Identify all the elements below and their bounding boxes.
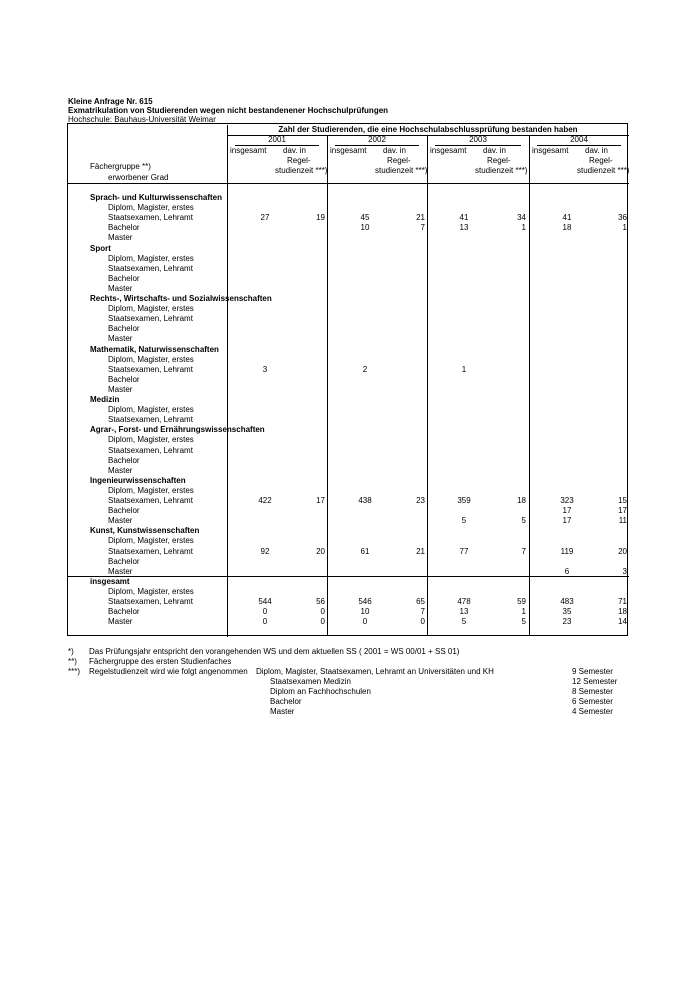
cell-regelstudienzeit: 0: [420, 617, 425, 627]
degree-label: Staatsexamen, Lehramt: [108, 213, 193, 223]
year-separator: [427, 135, 428, 636]
inquiry-number: Kleine Anfrage Nr. 615: [68, 97, 153, 106]
degree-label: Staatsexamen, Lehramt: [108, 314, 193, 324]
cell-regelstudienzeit: 14: [618, 617, 627, 627]
cell-regelstudienzeit: 65: [416, 597, 425, 606]
col-header-regel: dav. in: [283, 146, 306, 155]
total-divider: [68, 576, 629, 577]
col-header-regel: studienzeit ***): [475, 166, 528, 175]
degree-label: Diplom, Magister, erstes: [108, 253, 194, 263]
cell-insgesamt: 41: [562, 213, 572, 223]
degree-label: Bachelor: [108, 607, 140, 617]
cell-insgesamt: 544: [258, 597, 272, 606]
cell-regelstudienzeit: 11: [618, 516, 627, 526]
group-heading: insgesamt: [90, 576, 130, 586]
cell-insgesamt: 35: [562, 607, 572, 617]
degree-label: Diplom, Magister, erstes: [108, 304, 194, 314]
degree-label: Diplom, Magister, erstes: [108, 405, 194, 415]
cell-insgesamt: 45: [360, 213, 370, 223]
regelstudienzeit-semesters: 9 Semester: [572, 667, 613, 676]
regelstudienzeit-degree: Diplom an Fachhochschulen: [270, 687, 371, 696]
cell-insgesamt: 92: [260, 546, 270, 556]
col-header-regel: studienzeit ***): [275, 166, 328, 175]
cell-regelstudienzeit: 0: [320, 607, 325, 617]
cell-insgesamt: 119: [560, 546, 574, 556]
cell-insgesamt: 0: [262, 607, 268, 617]
regelstudienzeit-degree: Staatsexamen Medizin: [270, 677, 351, 686]
row-header-separator: [227, 125, 228, 637]
cell-regelstudienzeit: 21: [416, 213, 425, 223]
degree-label: Master: [108, 516, 133, 526]
degree-label: Diplom, Magister, erstes: [108, 354, 194, 364]
regelstudienzeit-semesters: 4 Semester: [572, 707, 613, 716]
degree-label: Staatsexamen, Lehramt: [108, 496, 193, 505]
cell-regelstudienzeit: 3: [622, 566, 627, 576]
degree-label: Bachelor: [108, 324, 140, 334]
cell-insgesamt: 3: [262, 364, 268, 374]
degree-label: Master: [108, 566, 133, 576]
year-separator: [327, 135, 328, 636]
cell-insgesamt: 1: [461, 364, 467, 374]
cell-regelstudienzeit: 59: [517, 597, 526, 606]
col-header-insgesamt: insgesamt: [230, 146, 267, 155]
degree-label: Staatsexamen, Lehramt: [108, 364, 193, 374]
group-heading: Mathematik, Naturwissenschaften: [90, 344, 219, 354]
cell-regelstudienzeit: 0: [320, 617, 325, 627]
cell-insgesamt: 359: [457, 496, 471, 505]
cell-insgesamt: 6: [564, 566, 570, 576]
cell-insgesamt: 61: [360, 546, 370, 556]
degree-label: Master: [108, 465, 133, 475]
degree-label: Diplom, Magister, erstes: [108, 536, 194, 546]
degree-label: Staatsexamen, Lehramt: [108, 415, 193, 425]
cell-insgesamt: 10: [360, 223, 370, 233]
cell-regelstudienzeit: 71: [618, 597, 627, 606]
year-header-2004: 2004: [570, 135, 588, 144]
cell-regelstudienzeit: 18: [517, 496, 526, 505]
regelstudienzeit-degree: Diplom, Magister, Staatsexamen, Lehramt an Universitäten und KH: [256, 667, 494, 676]
group-heading: Sport: [90, 243, 111, 253]
cell-regelstudienzeit: 7: [420, 223, 425, 233]
col-header-regel: Regel-: [589, 156, 613, 165]
cell-regelstudienzeit: 7: [521, 546, 526, 556]
cell-insgesamt: 483: [560, 597, 574, 606]
cell-regelstudienzeit: 56: [316, 597, 325, 606]
degree-label: Master: [108, 384, 133, 394]
cell-insgesamt: 77: [459, 546, 469, 556]
group-heading: Sprach- und Kulturwissenschaften: [90, 193, 223, 202]
degree-label: Diplom, Magister, erstes: [108, 586, 194, 596]
cell-regelstudienzeit: 19: [316, 213, 325, 223]
cell-regelstudienzeit: 17: [316, 496, 325, 505]
group-heading: Medizin: [90, 395, 120, 404]
cell-insgesamt: 546: [358, 597, 372, 606]
cell-regelstudienzeit: 5: [521, 516, 526, 526]
cell-regelstudienzeit: 5: [521, 617, 526, 627]
degree-label: Diplom, Magister, erstes: [108, 485, 194, 495]
table-caption: Zahl der Studierenden, die eine Hochschulabschlussprüfung bestanden haben: [278, 125, 578, 134]
degree-label: Bachelor: [108, 223, 140, 233]
cell-regelstudienzeit: 34: [517, 213, 526, 223]
cell-regelstudienzeit: 21: [416, 546, 425, 556]
degree-label: Staatsexamen, Lehramt: [108, 546, 193, 556]
regelstudienzeit-degree: Bachelor: [270, 697, 302, 706]
degree-label: Master: [108, 283, 133, 293]
cell-insgesamt: 5: [461, 516, 467, 526]
col-header-regel: Regel-: [287, 156, 311, 165]
col-header-regel: Regel-: [487, 156, 511, 165]
col-header-regel: dav. in: [383, 146, 406, 155]
group-heading: Rechts-, Wirtschafts- und Sozialwissenschaften: [90, 294, 272, 303]
cell-insgesamt: 10: [360, 607, 370, 617]
year-header-2003: 2003: [469, 135, 487, 144]
regelstudienzeit-semesters: 8 Semester: [572, 687, 613, 696]
degree-label: Staatsexamen, Lehramt: [108, 597, 193, 606]
cell-insgesamt: 17: [562, 516, 572, 526]
degree-label: Master: [108, 233, 133, 243]
row-header-faechergruppe: Fächergruppe **): [90, 162, 151, 171]
group-heading: Kunst, Kunstwissenschaften: [90, 526, 200, 536]
cell-insgesamt: 27: [260, 213, 270, 223]
degree-label: Diplom, Magister, erstes: [108, 435, 194, 445]
cell-regelstudienzeit: 1: [622, 223, 627, 233]
cell-insgesamt: 17: [562, 506, 572, 516]
degree-label: Bachelor: [108, 273, 140, 283]
col-header-insgesamt: insgesamt: [330, 146, 367, 155]
cell-insgesamt: 478: [457, 597, 471, 606]
degree-label: Bachelor: [108, 374, 140, 384]
cell-regelstudienzeit: 7: [420, 607, 425, 617]
degree-label: Bachelor: [108, 556, 140, 566]
cell-insgesamt: 422: [258, 496, 272, 505]
cell-insgesamt: 23: [562, 617, 572, 627]
degree-label: Bachelor: [108, 455, 140, 465]
degree-label: Staatsexamen, Lehramt: [108, 263, 193, 273]
degree-label: Diplom, Magister, erstes: [108, 203, 194, 213]
degree-label: Master: [108, 617, 133, 627]
cell-insgesamt: 438: [358, 496, 372, 505]
cell-insgesamt: 2: [362, 364, 368, 374]
footnote-mark: *): [68, 647, 74, 656]
cell-regelstudienzeit: 15: [618, 496, 627, 505]
document-title: Exmatrikulation von Studierenden wegen nicht bestandenener Hochschulprüfungen: [68, 106, 389, 115]
cell-insgesamt: 0: [362, 617, 368, 627]
cell-insgesamt: 18: [562, 223, 572, 233]
cell-regelstudienzeit: 23: [416, 496, 425, 505]
footnote-text: Das Prüfungsjahr entspricht den vorangehenden WS und dem aktuellen SS ( 2001 = WS 00/01 + SS 01): [89, 647, 460, 656]
col-header-regel: studienzeit ***): [375, 166, 428, 175]
footnote-mark: **): [68, 657, 77, 666]
cell-regelstudienzeit: 17: [618, 506, 627, 516]
regelstudienzeit-degree: Master: [270, 707, 295, 716]
footnote-text: Fächergruppe des ersten Studienfaches: [89, 657, 232, 666]
col-header-regel: studienzeit ***): [577, 166, 630, 175]
cell-insgesamt: 5: [461, 617, 467, 627]
col-header-insgesamt: insgesamt: [430, 146, 467, 155]
cell-regelstudienzeit: 36: [618, 213, 627, 223]
footnote-text: Regelstudienzeit wird wie folgt angenommen: [89, 667, 248, 676]
cell-regelstudienzeit: 1: [521, 223, 526, 233]
degree-label: Staatsexamen, Lehramt: [108, 445, 193, 455]
col-header-regel: Regel-: [387, 156, 411, 165]
university-name: Hochschule: Bauhaus-Universität Weimar: [68, 115, 216, 124]
cell-insgesamt: 323: [560, 496, 574, 505]
year-header-2001: 2001: [268, 135, 286, 144]
col-header-regel: dav. in: [483, 146, 506, 155]
cell-regelstudienzeit: 1: [521, 607, 526, 617]
regelstudienzeit-semesters: 12 Semester: [572, 677, 618, 686]
row-header-grad: erworbener Grad: [108, 173, 169, 182]
degree-label: Bachelor: [108, 506, 140, 516]
cell-regelstudienzeit: 20: [316, 546, 325, 556]
year-header-2002: 2002: [368, 135, 386, 144]
degree-label: Master: [108, 334, 133, 344]
regelstudienzeit-semesters: 6 Semester: [572, 697, 613, 706]
cell-regelstudienzeit: 18: [618, 607, 627, 617]
cell-insgesamt: 0: [262, 617, 268, 627]
cell-regelstudienzeit: 20: [618, 546, 627, 556]
year-separator: [529, 135, 530, 636]
group-heading: Agrar-, Forst- und Ernährungswissenschaften: [90, 425, 265, 435]
group-heading: Ingenieurwissenschaften: [90, 475, 186, 485]
footnote-mark: ***): [68, 667, 81, 676]
cell-insgesamt: 41: [459, 213, 469, 223]
cell-insgesamt: 13: [459, 223, 469, 233]
statistics-table: [67, 123, 628, 636]
col-header-regel: dav. in: [585, 146, 608, 155]
cell-insgesamt: 13: [459, 607, 469, 617]
header-divider: [68, 183, 629, 184]
col-header-insgesamt: insgesamt: [532, 146, 569, 155]
